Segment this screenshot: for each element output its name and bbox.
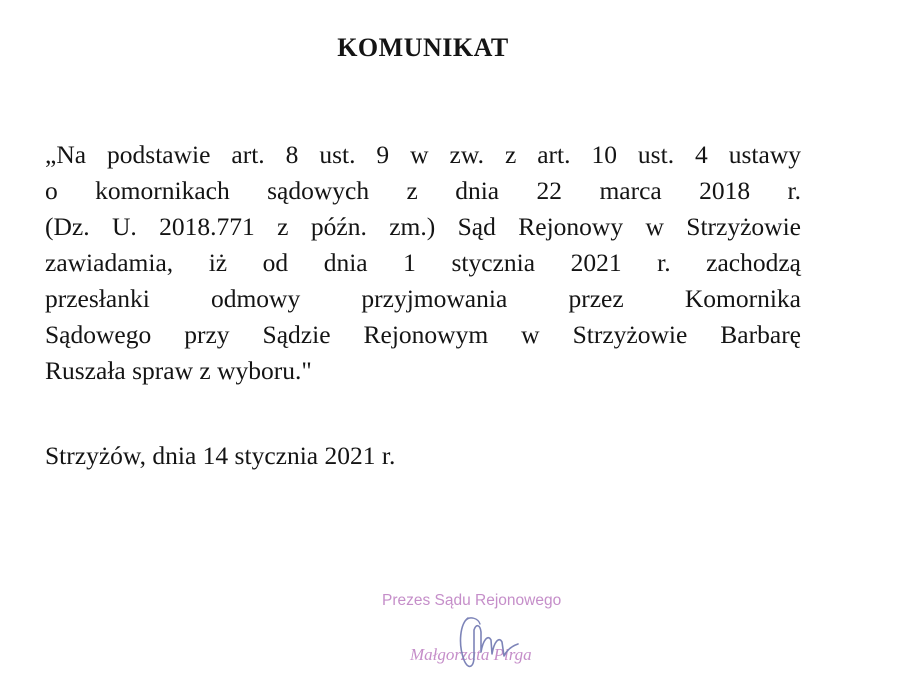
handwritten-signature [452,610,522,676]
document-title: KOMUNIKAT [337,33,509,62]
body-line-4: zawiadamia, iż od dnia 1 stycznia 2021 r. zachodzą [45,248,801,277]
place-and-date: Strzyżów, dnia 14 stycznia 2021 r. [45,441,396,470]
official-stamp [370,592,630,682]
body-line-6: Sądowego przy Sądzie Rejonowym w Strzyżowie Barbarę [45,320,801,349]
announcement-body [45,137,801,389]
stamp-name: Małgorzata Pirga [410,645,532,664]
body-line-3: (Dz. U. 2018.771 z późn. zm.) Sąd Rejonowy w Strzyżowie [45,212,801,241]
body-line-2: o komornikach sądowych z dnia 22 marca 2018 r. [45,176,801,205]
body-line-7: Ruszała spraw z wyboru." [45,356,312,385]
stamp-title: Prezes Sądu Rejonowego [382,592,562,609]
body-line-1: „Na podstawie art. 8 ust. 9 w zw. z art. 10 ust. 4 ustawy [45,140,801,169]
body-line-5: przesłanki odmowy przyjmowania przez Komornika [45,284,801,313]
